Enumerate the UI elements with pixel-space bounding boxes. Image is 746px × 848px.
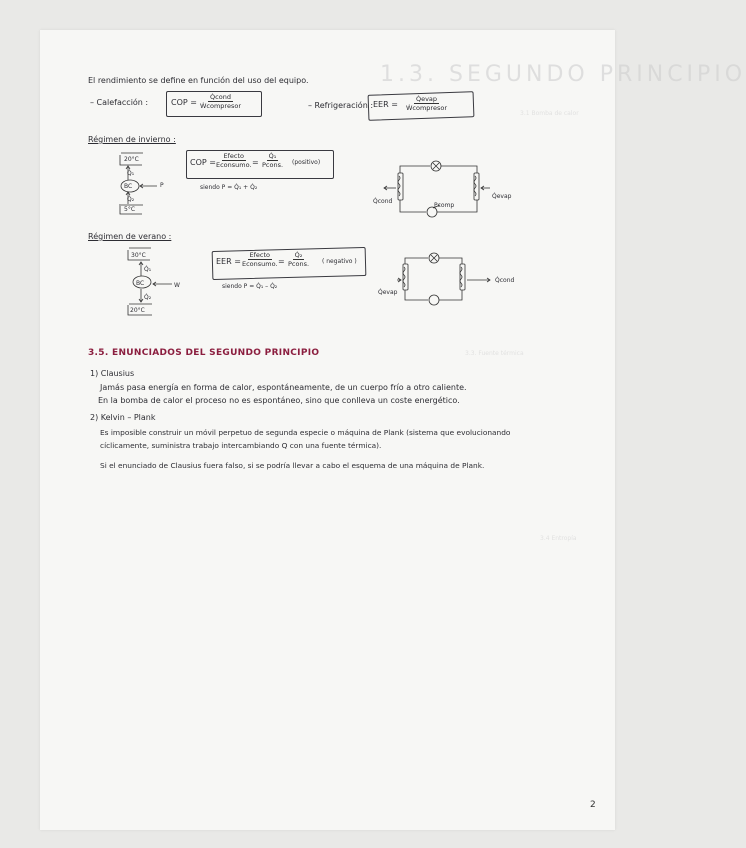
invierno-tag: (positivo) [292, 159, 321, 166]
clausius-line-2: En la bomba de calor el proceso no es espontáneo, sino que conlleva un coste energético. [98, 396, 460, 405]
eer-num: Q̇evap [415, 95, 438, 103]
verano-f2-den: Pcons. [288, 260, 310, 268]
winter-q-evap: Q̇evap [492, 193, 512, 200]
invierno-title: Régimen de invierno : [88, 135, 176, 144]
invierno-bc: BC [124, 183, 133, 190]
invierno-f1-num: Efecto [223, 152, 245, 160]
winter-p-comp: Pcomp [434, 202, 455, 209]
invierno-lhs: COP = [190, 158, 216, 167]
kelvin-title: 2) Kelvin – Plank [90, 413, 156, 422]
refrigeracion-label: – Refrigeración : [308, 101, 374, 110]
cop-num: Q̇cond [210, 93, 231, 101]
invierno-siendo: siendo P = Q̇₁ + Q̇₂ [200, 184, 258, 191]
ghost-title: 1.3. SEGUNDO PRINCIPIO [380, 62, 746, 87]
ghost-note-1: 3.3. Fuente térmica [465, 350, 524, 357]
verano-f1-num: Efecto [249, 251, 271, 259]
notebook-page [40, 30, 746, 830]
clausius-title: 1) Clausius [90, 369, 135, 378]
verano-q-top: Q̇₁ [144, 266, 152, 273]
verano-t-hot: 30°C [131, 252, 146, 259]
summer-q-evap: Q̇evap [378, 289, 398, 296]
invierno-q-top: Q̇₁ [127, 170, 135, 177]
ghost-sub: 3.1 Bomba de calor [520, 110, 579, 117]
page-number: 2 [590, 800, 596, 810]
intro-text: El rendimiento se define en función del uso del equipo. [88, 76, 309, 85]
verano-bc: BC [136, 280, 145, 287]
invierno-t-hot: 20°C [124, 156, 139, 163]
verano-lhs: EER = [216, 257, 241, 266]
summer-q-cond: Q̇cond [495, 277, 515, 284]
invierno-f2-num: Q̇₁ [268, 152, 277, 160]
eer-den: Ẇcompresor [406, 104, 447, 112]
invierno-equals: = [252, 158, 259, 167]
winter-q-cond: Q̇cond [373, 198, 393, 205]
ghost-note-2: 3.4 Entropía [540, 535, 577, 542]
section-heading: 3.5. ENUNCIADOS DEL SEGUNDO PRINCIPIO [88, 348, 320, 358]
invierno-f1-den: Econsumo. [216, 161, 252, 169]
verano-tag: ( negativo ) [322, 258, 357, 265]
kelvin-line-1: Es imposible construir un móvil perpetuo de segunda especie o máquina de Plank (sistema que evolucionando [100, 428, 511, 437]
cop-lhs: COP = [171, 98, 197, 107]
verano-q-bot: Q̇₂ [144, 294, 152, 301]
verano-power: W [174, 282, 180, 289]
kelvin-line-3: Si el enunciado de Clausius fuera falso, si se podría llevar a cabo el esquema de una máquina de Plank. [100, 461, 485, 470]
invierno-q-bot: Q̇₂ [127, 196, 135, 203]
eer-lhs: EER = [373, 100, 398, 109]
calefaccion-label: – Calefacción : [90, 98, 149, 107]
verano-f2-num: Q̇₂ [294, 251, 303, 259]
invierno-power: P [160, 182, 164, 189]
invierno-f2-den: Pcons. [262, 161, 284, 169]
verano-siendo: siendo P = Q̇₁ – Q̇₂ [222, 283, 278, 290]
verano-equals: = [278, 257, 285, 266]
verano-f1-den: Econsumo. [242, 260, 278, 268]
verano-t-cold: 20°C [130, 307, 145, 314]
clausius-line-1: Jamás pasa energía en forma de calor, espontáneamente, de un cuerpo frío a otro caliente. [100, 383, 467, 392]
verano-title: Régimen de verano : [88, 232, 172, 241]
invierno-t-cold: 5°C [124, 206, 136, 213]
cop-den: Ẇcompresor [200, 102, 241, 110]
kelvin-line-2: cíclicamente, suministra trabajo intercambiando Q con una fuente térmica). [100, 441, 382, 450]
